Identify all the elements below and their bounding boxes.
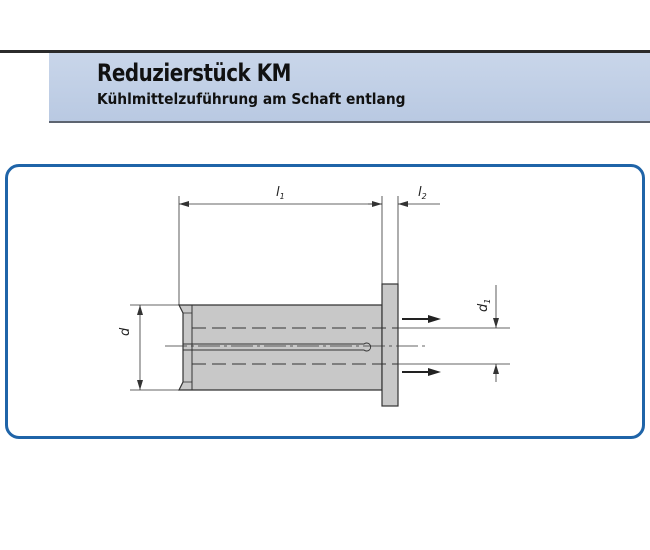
flange (382, 284, 398, 406)
label-d1-sub: 1 (483, 298, 492, 304)
label-d-base: d (118, 327, 133, 336)
d-arrow-bottom (137, 380, 143, 390)
label-l1-sub: 1 (279, 192, 285, 201)
label-l1-base: l (276, 185, 280, 200)
page-subtitle: Kühlmittelzuführung am Schaft entlang (97, 90, 406, 108)
d-arrow-top (137, 305, 143, 315)
shank-body (179, 305, 382, 390)
label-l2-base: l (418, 185, 422, 200)
arrow-bottom-head (428, 368, 441, 376)
page-title: Reduzierstück KM (97, 59, 291, 87)
l1-arrow-left (179, 201, 189, 207)
label-l2 (418, 186, 427, 204)
d1-arrow-top (493, 318, 499, 328)
label-l1 (276, 186, 285, 204)
label-d1 (477, 299, 495, 312)
arrow-top-head (428, 315, 441, 323)
l2-arrow (398, 201, 408, 207)
label-d1-base: d (476, 303, 491, 312)
label-l2-sub: 2 (421, 192, 427, 201)
d1-arrow-bottom (493, 364, 499, 374)
label-d (119, 328, 133, 336)
